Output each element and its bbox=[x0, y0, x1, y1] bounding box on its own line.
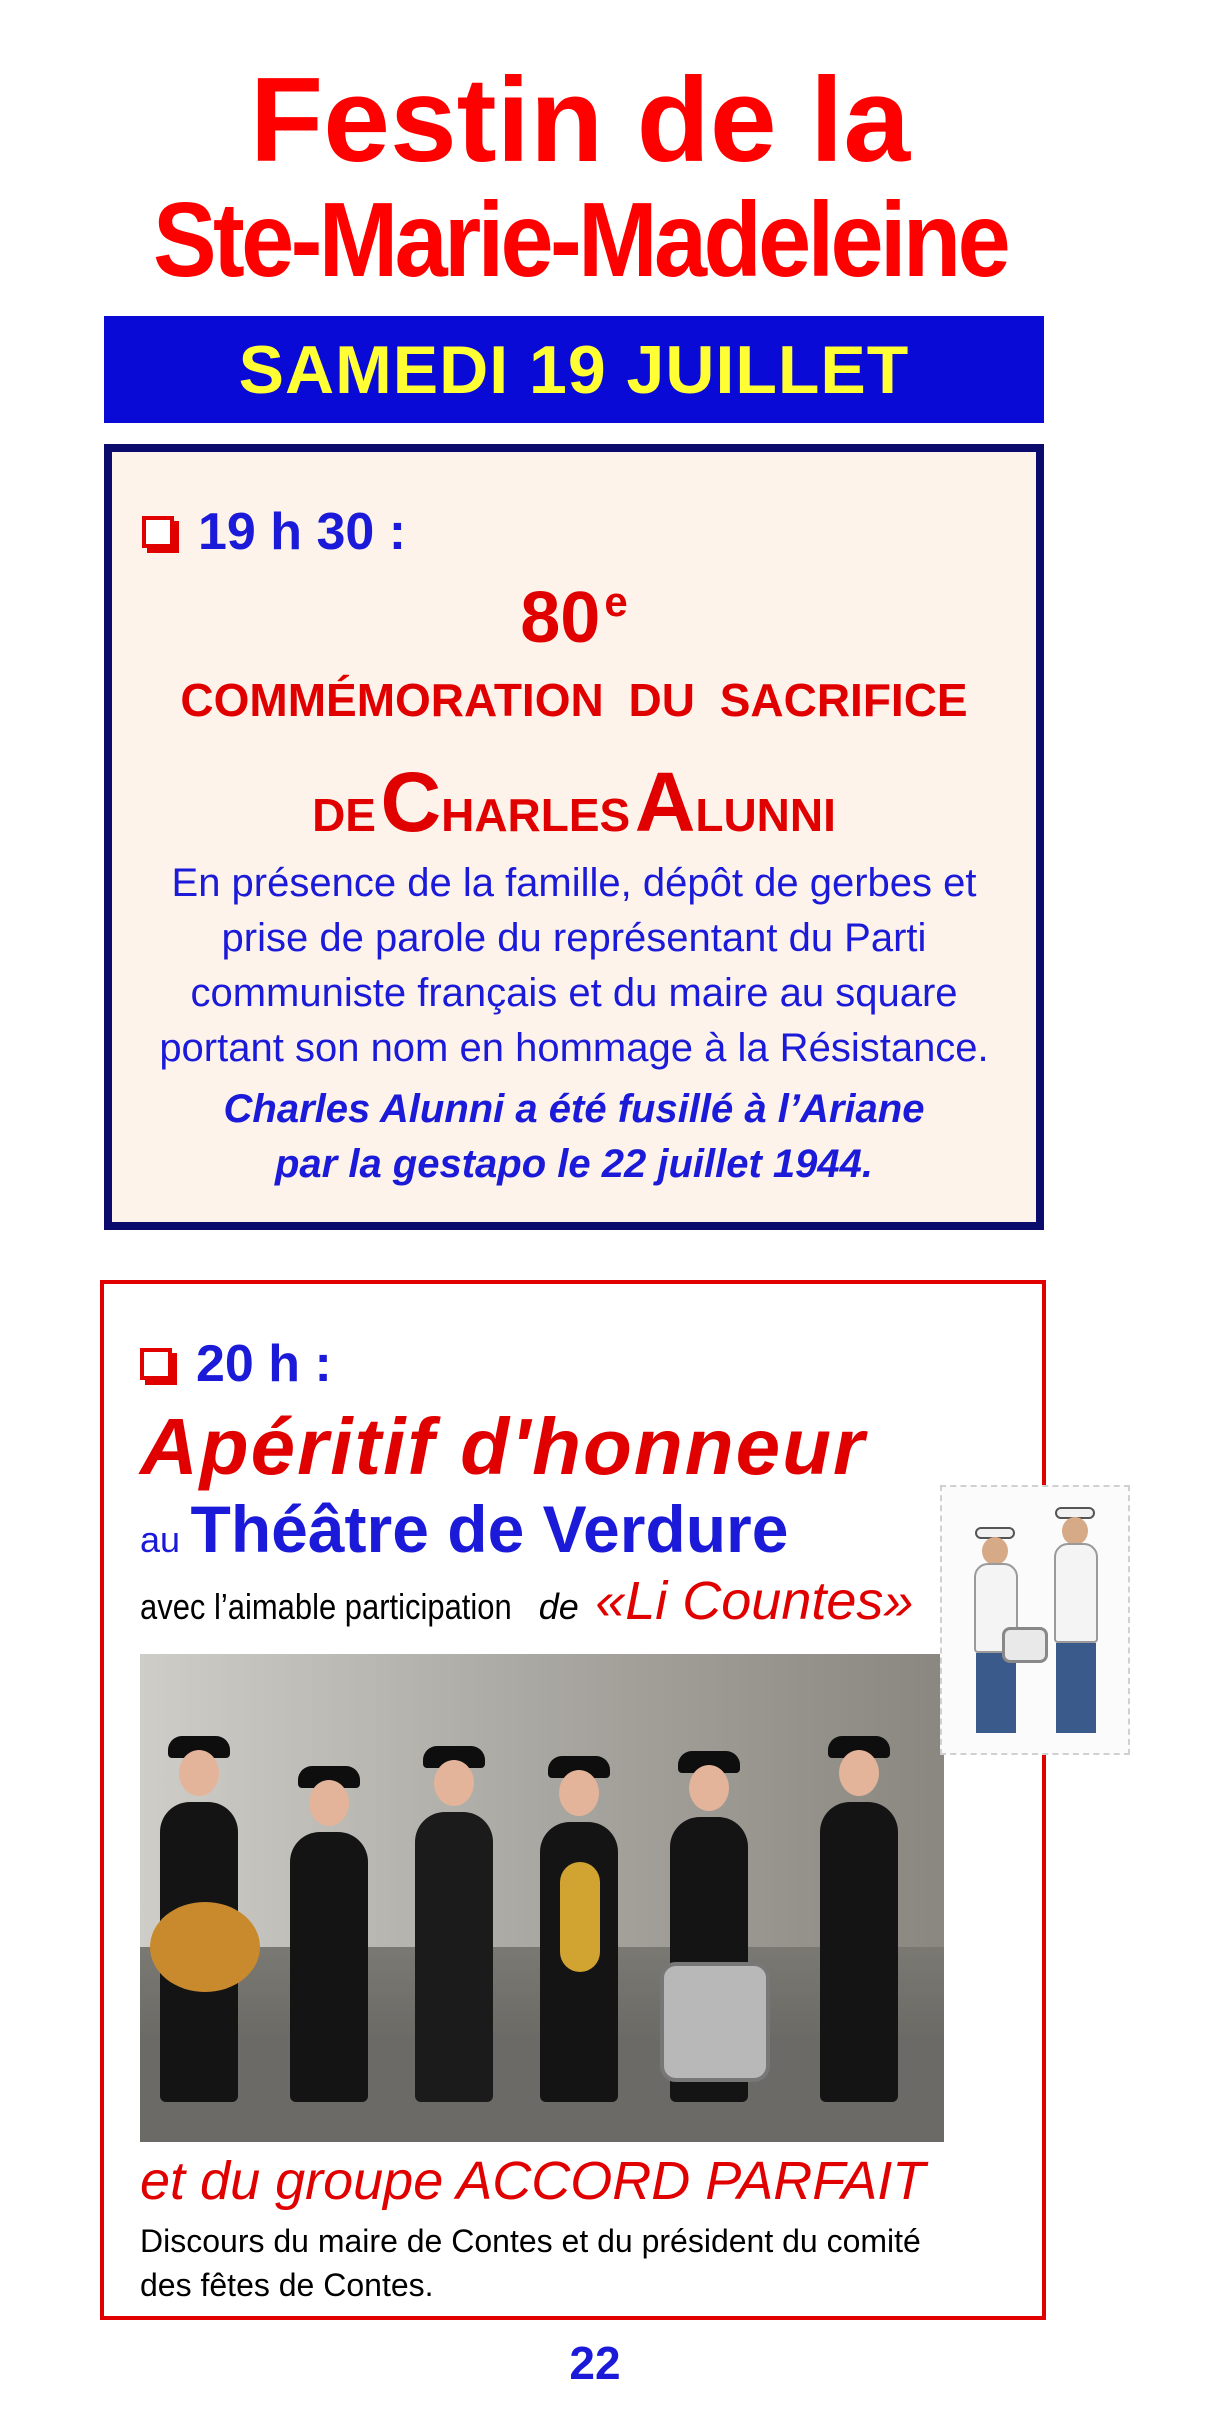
name-initial-c: C bbox=[380, 755, 442, 849]
speeches-line: des fêtes de Contes. bbox=[140, 2267, 434, 2303]
venue-name: Théâtre de Verdure bbox=[190, 1492, 789, 1566]
event1-description bbox=[112, 856, 1036, 1076]
date-banner bbox=[104, 316, 1044, 423]
drum-icon bbox=[1002, 1627, 1048, 1663]
duo-photo bbox=[940, 1485, 1130, 1755]
page-number: 22 bbox=[569, 2337, 621, 2389]
title-line-2: Ste-Marie-Madeleine bbox=[152, 181, 1008, 299]
musician-figure bbox=[290, 1832, 368, 2102]
highlight-line: par la gestapo le 22 juillet 1944. bbox=[274, 1142, 874, 1186]
commemoration-box bbox=[104, 444, 1044, 1230]
speeches-line: Discours du maire de Contes et du président du comité bbox=[140, 2223, 921, 2259]
checkbox-icon bbox=[140, 1348, 172, 1380]
description-line: En présence de la famille, dépôt de gerbes et bbox=[171, 861, 977, 905]
venue-prefix: au bbox=[140, 1519, 181, 1560]
saxophone-shape bbox=[560, 1862, 600, 1972]
aperitif-box bbox=[100, 1280, 1046, 2320]
event1-time-row bbox=[142, 502, 406, 562]
title-line-1: Festin de la bbox=[249, 53, 911, 187]
commemoration-heading: COMMÉMORATION DU SACRIFICE bbox=[180, 674, 968, 726]
date-text: SAMEDI 19 JUILLET bbox=[238, 331, 910, 408]
musician-figure bbox=[820, 1802, 898, 2102]
participation-line bbox=[140, 1569, 913, 1647]
guitar-shape bbox=[150, 1902, 260, 1992]
drum-shape bbox=[660, 1962, 770, 2082]
speeches-text bbox=[140, 2219, 1020, 2307]
event1-time: 19 h 30 : bbox=[198, 503, 407, 561]
second-group-line: et du groupe ACCORD PARFAIT bbox=[140, 2151, 926, 2211]
checkbox-icon bbox=[142, 516, 174, 548]
anniversary-suffix: e bbox=[604, 578, 628, 625]
description-line: prise de parole du représentant du Parti bbox=[221, 916, 927, 960]
musician-figure bbox=[415, 1812, 493, 2102]
description-line: communiste français et du maire au square bbox=[190, 971, 958, 1015]
event1-highlight bbox=[112, 1082, 1036, 1192]
band-photo bbox=[140, 1654, 944, 2142]
name-harles: HARLES bbox=[441, 789, 631, 841]
participation-text: avec l’aimable participation bbox=[140, 1586, 512, 1627]
anniversary-value: 80 bbox=[520, 578, 601, 658]
aperitif-title: Apéritif d'honneur bbox=[140, 1402, 867, 1491]
event2-time-row bbox=[140, 1334, 332, 1394]
anniversary-number bbox=[112, 557, 1036, 663]
description-line: portant son nom en hommage à la Résistance. bbox=[159, 1026, 989, 1070]
name-initial-a: A bbox=[634, 755, 696, 849]
event2-time: 20 h : bbox=[196, 1335, 332, 1393]
highlight-line: Charles Alunni a été fusillé à l’Ariane bbox=[223, 1087, 925, 1131]
name-lunni: LUNNI bbox=[695, 789, 836, 841]
name-prefix: DE bbox=[312, 789, 376, 841]
group-name: «Li Countes» bbox=[595, 1571, 914, 1631]
participation-de: de bbox=[538, 1586, 579, 1627]
